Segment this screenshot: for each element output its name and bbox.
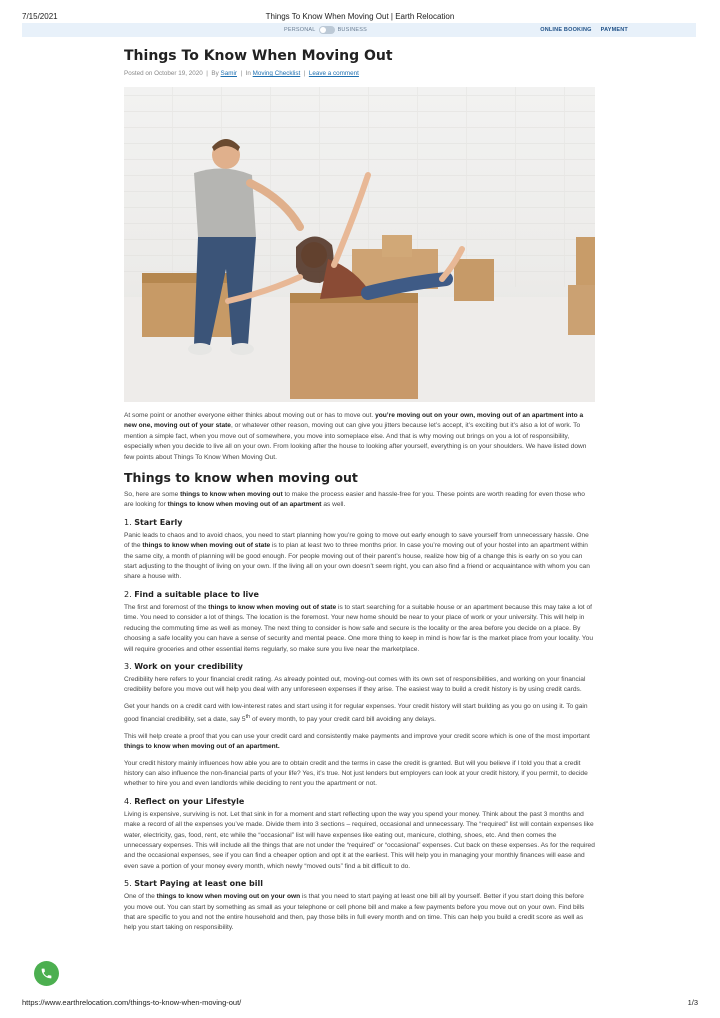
man-shoe [230, 343, 254, 355]
personal-business-switch[interactable] [284, 25, 367, 35]
call-button[interactable] [34, 961, 59, 986]
topbar-links [540, 27, 628, 33]
section-heading: Things to know when moving out [124, 470, 358, 486]
featured-image [124, 87, 595, 402]
intro-paragraph: At some point or another everyone either thinks about moving out or has to move out. you’re moving out on your own, moving out of an apartment into a new one, moving out of your state, or whatever other reason, moving out can give you jitters because let’s accept, it’s exciting but it’s also a lot of work. To mention a simple fact, when you move out of somewhere, you move into someplace else. And that is why moving out brings on you a lot of responsibility, especially when you decide to live all on your own. From looking after the house to looking after yourself, everything is on your shoulders. We have listed down few points about Things To Know When Moving Out. [124, 412, 587, 461]
subheading-lifestyle: 4. Reflect on your Lifestyle [124, 796, 245, 806]
cardboard-box [576, 237, 595, 289]
toggle-switch[interactable] [319, 26, 335, 34]
cardboard-box-front [290, 293, 418, 399]
meta-by: By [211, 70, 219, 77]
lifestyle-paragraph: Living is expensive, surviving is not. Let that sink in for a moment and start reflecting upon the way you spend your money. Think about the past 3 months and make a record of all the expenses you’ve made. Divide them into 3 sections – required, occasional and unnecessary. The “required” list will contain expenses like water, electricity, gas, food, rent, etc while the “occasional” list will have expenses like eating out, manicure, clothing, shoes, etc. And then comes the unnecessary expenses. This will include all the things that are not under the “required” or “occasional” expenses. Cut back on these expenses. As for the required and the occasional expenses, see if you can find a cheaper option and opt it at the earliest. This will help you in managing your monthly finances will ease and even save a portion of your money every month, which newly “moved outs” find a bit difficult to do. [124, 810, 595, 870]
meta-separator: | [206, 70, 208, 77]
print-page-title: Things To Know When Moving Out | Earth Relocation [265, 12, 455, 21]
top-bar [22, 23, 696, 37]
credibility-paragraph-1: Credibility here refers to your financial credit rating. As already pointed out, moving-out comes with its own set of responsibilities, and working on your financial credibility before you move out will help you deal with any unforeseen expenses if they arise. The easiest way to build a credit history is by using credit cards. [124, 675, 586, 694]
subheading-credibility: 3. Work on your credibility [124, 661, 243, 671]
toggle-label-business: BUSINESS [337, 27, 367, 33]
author-link[interactable]: Samir [220, 70, 237, 77]
cardboard-box [382, 235, 412, 257]
post-meta [124, 69, 595, 78]
subheading-find-place: 2. Find a suitable place to live [124, 589, 259, 599]
article-body [124, 411, 595, 934]
section-intro: So, here are some things to know when moving out to make the process easier and hassle-free for you. These points are worth reading for even those who are looking for things to know when moving out of an apartment as well. [124, 491, 585, 509]
toggle-knob [320, 27, 326, 33]
man-shoe [188, 343, 212, 355]
subheading-pay-bill: 5. Start Paying at least one bill [124, 879, 263, 889]
payment-link[interactable]: PAYMENT [600, 27, 628, 33]
meta-separator: | [240, 70, 243, 77]
print-date: 7/15/2021 [22, 12, 58, 21]
subheading-start-early: 1. Start Early [124, 517, 183, 527]
post-date: Posted on October 19, 2020 [124, 70, 203, 77]
category-link[interactable]: Moving Checklist [252, 70, 301, 77]
pay-bill-paragraph: One of the things to know when moving out on your own is that you need to start paying at least one bill all by yourself. Better if you start doing this before you move out. You can start by something as small as your telephone or cell phone bill and make a few payments before you move out on your own. Find bills that are specific to you and not the entire household and then, pay those bills in full every month and on time. This can help you build a credit score as well as help you start taking on responsibility. [124, 893, 585, 932]
meta-in: In [245, 70, 251, 77]
man-shirt [194, 168, 256, 237]
moving-couple-illustration [124, 87, 595, 402]
print-url: https://www.earthrelocation.com/things-to-know-when-moving-out/ [22, 998, 242, 1007]
credibility-paragraph-4: Your credit history mainly influences how able you are to obtain credit and the terms in case the credit is granted. But will you believe if I told you that a credit history can also influence the non-financial parts of your life? Yes, it’s true. Not just lenders but employers can look at your credit history, if you permit, to decide whether to hire you and even landlords while deciding to rent you the apartment or not. [124, 759, 588, 788]
cardboard-box [568, 285, 595, 335]
meta-separator: | [303, 70, 306, 77]
print-page-number: 1/3 [687, 998, 698, 1007]
credibility-paragraph-2: Get your hands on a credit card with low-interest rates and start using it for regular expenses. Your credit history will start building as you go on using it. To gain good financial credibility, set a date, say 5th of every month, to pay your credit card bill avoiding any delays. [124, 702, 588, 724]
start-early-paragraph: Panic leads to chaos and to avoid chaos, you need to start planning how you’re going to move out early enough to save yourself from unnecessary hassle. One of the things to know when moving out of state is to plan at least two to three months prior. In case you’re moving out of your hostel into an apartment within the same city, a month of planning will be good enough. For people moving out of their parent’s house, realize how big of a change this is early on so you can start adjusting to the thought of living on your own. If the living all on your own doesn’t seem right, you can also find a friend or acquaintance with whom you can share a house with. [124, 531, 590, 581]
online-booking-link[interactable]: ONLINE BOOKING [540, 27, 592, 33]
cardboard-box [454, 259, 494, 301]
find-place-paragraph: The first and foremost of the things to know when moving out of state is to start searching for a suitable house or an apartment because this may take a lot of time. You need to consider a lot of things. The location is the foremost. Your new home should be near to your place of work or your university. This will help in reducing the commuting time as well as money. The next thing to consider is how safe and secure is the locality or the area before you decide on a place. By choosing a safe locality you can have a sense of security and mental peace. One more thing to keep in mind is how far is the market place from your locality. You will require groceries and other essential items regularly, so make sure you live near the marketplace. [124, 603, 594, 653]
post-title: Things To Know When Moving Out [124, 48, 393, 64]
man-arm [250, 183, 300, 227]
credibility-paragraph-3: This will help create a proof that you can use your credit card and consistently make payments and improve your credit score which is one of the most important things to know when moving out of an apartment. [124, 732, 590, 751]
leave-comment-link[interactable]: Leave a comment [308, 70, 359, 77]
article [124, 48, 595, 940]
toggle-label-personal: PERSONAL [284, 27, 316, 33]
phone-icon [40, 967, 53, 980]
